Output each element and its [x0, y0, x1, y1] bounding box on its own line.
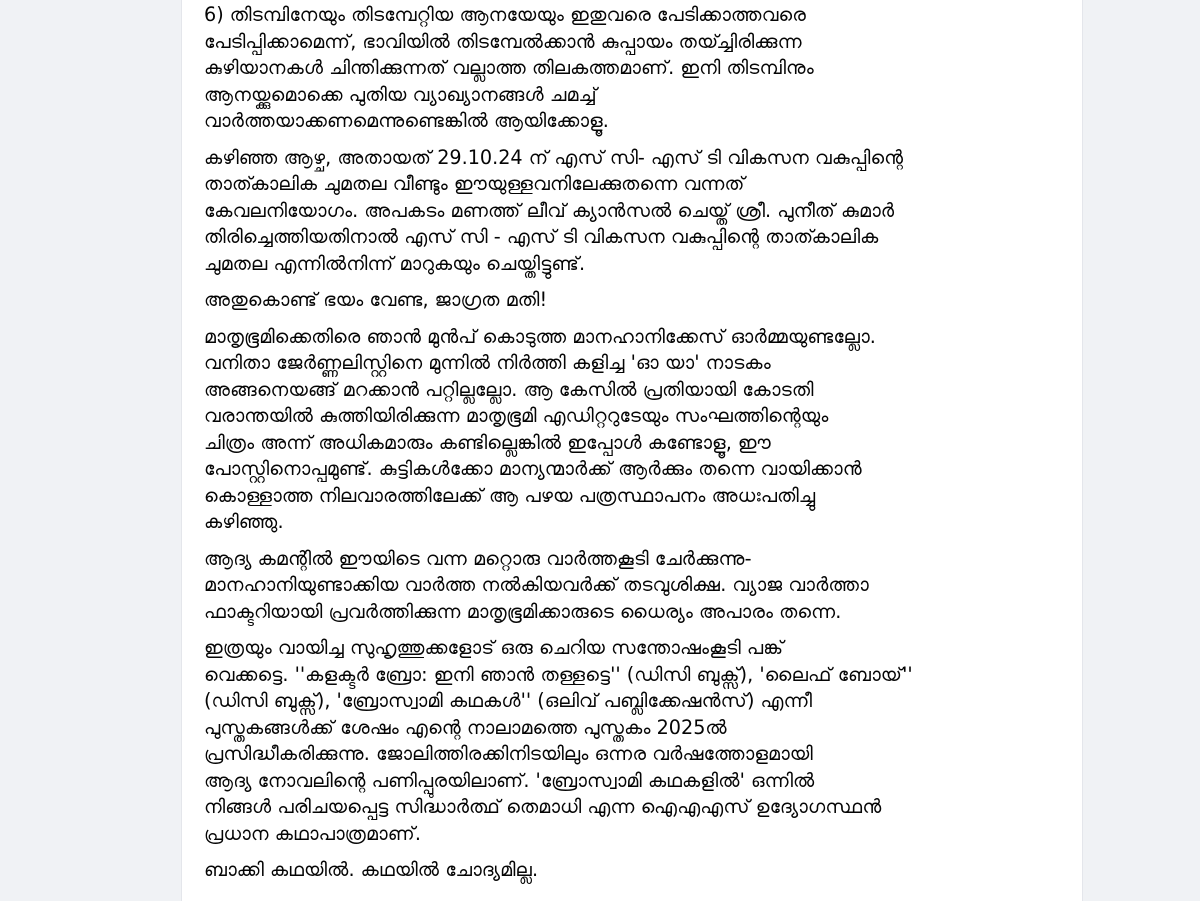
post-paragraph-thidambu: 6) തിടമ്പിനേയും തിടമ്പേറ്റിയ ആനയേയും ഇതുവരെ പേടിക്കാത്തവരെ പേടിപ്പിക്കാമെന്ന്, ഭാവിയിൽ തിടമ്പേൽക്കാൻ കുപ്പായം തയ്ച്ചിരിക്കുന്ന കുഴിയാനകൾ ചിന്തിക്കുന്നത് വല്ലാത്ത തിലകത്തമാണ്. ഇനി തിടമ്പിനും ആനയ്ക്കുമൊക്കെ പുതിയ വ്യാഖ്യാനങ്ങൾ ചമച്ച് വാർത്തയാക്കണമെന്നുണ്ടെങ്കിൽ ആയിക്കോളൂ.	[204, 3, 814, 132]
post-body-text	[204, 2, 1064, 894]
post-card	[181, 0, 1083, 901]
post-paragraph-new-book: ഇത്രയും വായിച്ച സുഹൃത്തുക്കളോട് ഒരു ചെറിയ സന്തോഷംകൂടി പങ്ക് വെക്കട്ടെ. ''കളക്ടർ ബ്രോ: ഇനി ഞാൻ തള്ളട്ടെ'' (ഡിസി ബുക്സ്), 'ലൈഫ് ബോയ്'' (ഡിസി ബുക്സ്), 'ബ്രോസ്വാമി കഥകൾ'' (ഒലിവ് പബ്ലിക്കേഷൻസ്) എന്നീ പുസ്തകങ്ങൾക്ക് ശേഷം എന്റെ നാലാമത്തെ പുസ്തകം 2025ൽ പ്രസിദ്ധീകരിക്കുന്നു. ജോലിത്തിരക്കിനിടയിലും ഒന്നര വർഷത്തോളമായി ആദ്യ നോവലിന്റെ പണിപ്പുരയിലാണ്. 'ബ്രോസ്വാമി കഥകളിൽ' ഒന്നിൽ നിങ്ങൾ പരിചയപ്പെട്ട സിദ്ധാർത്ഥ് തെമാധി എന്ന ഐഎഎസ് ഉദ്യോഗസ്ഥൻ പ്രധാന കഥാപാത്രമാണ്.	[204, 636, 913, 845]
post-paragraph-vigilance: അതുകൊണ്ട് ഭയം വേണ്ട, ജാഗ്രത മതി!	[204, 288, 548, 311]
post-paragraph-closing: ബാക്കി കഥയിൽ. കഥയിൽ ചോദ്യമില്ല.	[204, 858, 539, 881]
post-paragraph-additional-charge: കഴിഞ്ഞ ആഴ്ച, അതായത് 29.10.24 ന് എസ് സി- എസ് ടി വികസന വകുപ്പിന്റെ താത്കാലിക ചുമതല വീണ്ടും ഈയുള്ളവനിലേക്കുതന്നെ വന്നത് കേവലനിയോഗം. അപകടം മണത്ത് ലീവ് ക്യാൻസൽ ചെയ്ത് ശ്രീ. പുനീത് കുമാർ തിരിച്ചെത്തിയതിനാൽ എസ് സി - എസ് ടി വികസന വകുപ്പിന്റെ താത്കാലിക ചുമതല എന്നിൽനിന്ന് മാറുകയും ചെയ്തിട്ടുണ്ട്.	[204, 145, 904, 275]
post-paragraph-defamation-case: മാതൃഭൂമിക്കെതിരെ ഞാൻ മുൻപ് കൊടുത്ത മാനഹാനിക്കേസ് ഓർമ്മയുണ്ടല്ലോ. വനിതാ ജേർണ്ണലിസ്റ്റിനെ മുന്നിൽ നിർത്തി കളിച്ച 'ഓ യാ' നാടകം അങ്ങനെയങ്ങ് മറക്കാൻ പറ്റില്ലല്ലോ. ആ കേസിൽ പ്രതിയായി കോടതി വരാന്തയിൽ കുത്തിയിരിക്കുന്ന മാതൃഭൂമി എഡിറ്ററുടേയും സംഘത്തിന്റെയും ചിത്രം അന്ന് അധികമാരും കണ്ടില്ലെങ്കിൽ ഇപ്പോൾ കണ്ടോളൂ, ഈ പോസ്റ്റിനൊപ്പമുണ്ട്. കുട്ടികൾക്കോ മാന്യന്മാർക്ക് ആർക്കും തന്നെ വായിക്കാൻ കൊള്ളാത്ത നിലവാരത്തിലേക്ക് ആ പഴയ പത്രസ്ഥാപനം അധഃപതിച്ചു കഴിഞ്ഞു.	[204, 324, 876, 533]
post-paragraph-first-comment: ആദ്യ കമന്റിൽ ഈയിടെ വന്ന മറ്റൊരു വാർത്തകൂടി ചേർക്കുന്നു- മാനഹാനിയുണ്ടാക്കിയ വാർത്ത നൽകിയവർക്ക് തടവുശിക്ഷ. വ്യാജ വാർത്താ ഫാക്ടറിയായി പ്രവർത്തിക്കുന്ന മാതൃഭൂമിക്കാരുടെ ധൈര്യം അപാരം തന്നെ.	[204, 546, 869, 623]
